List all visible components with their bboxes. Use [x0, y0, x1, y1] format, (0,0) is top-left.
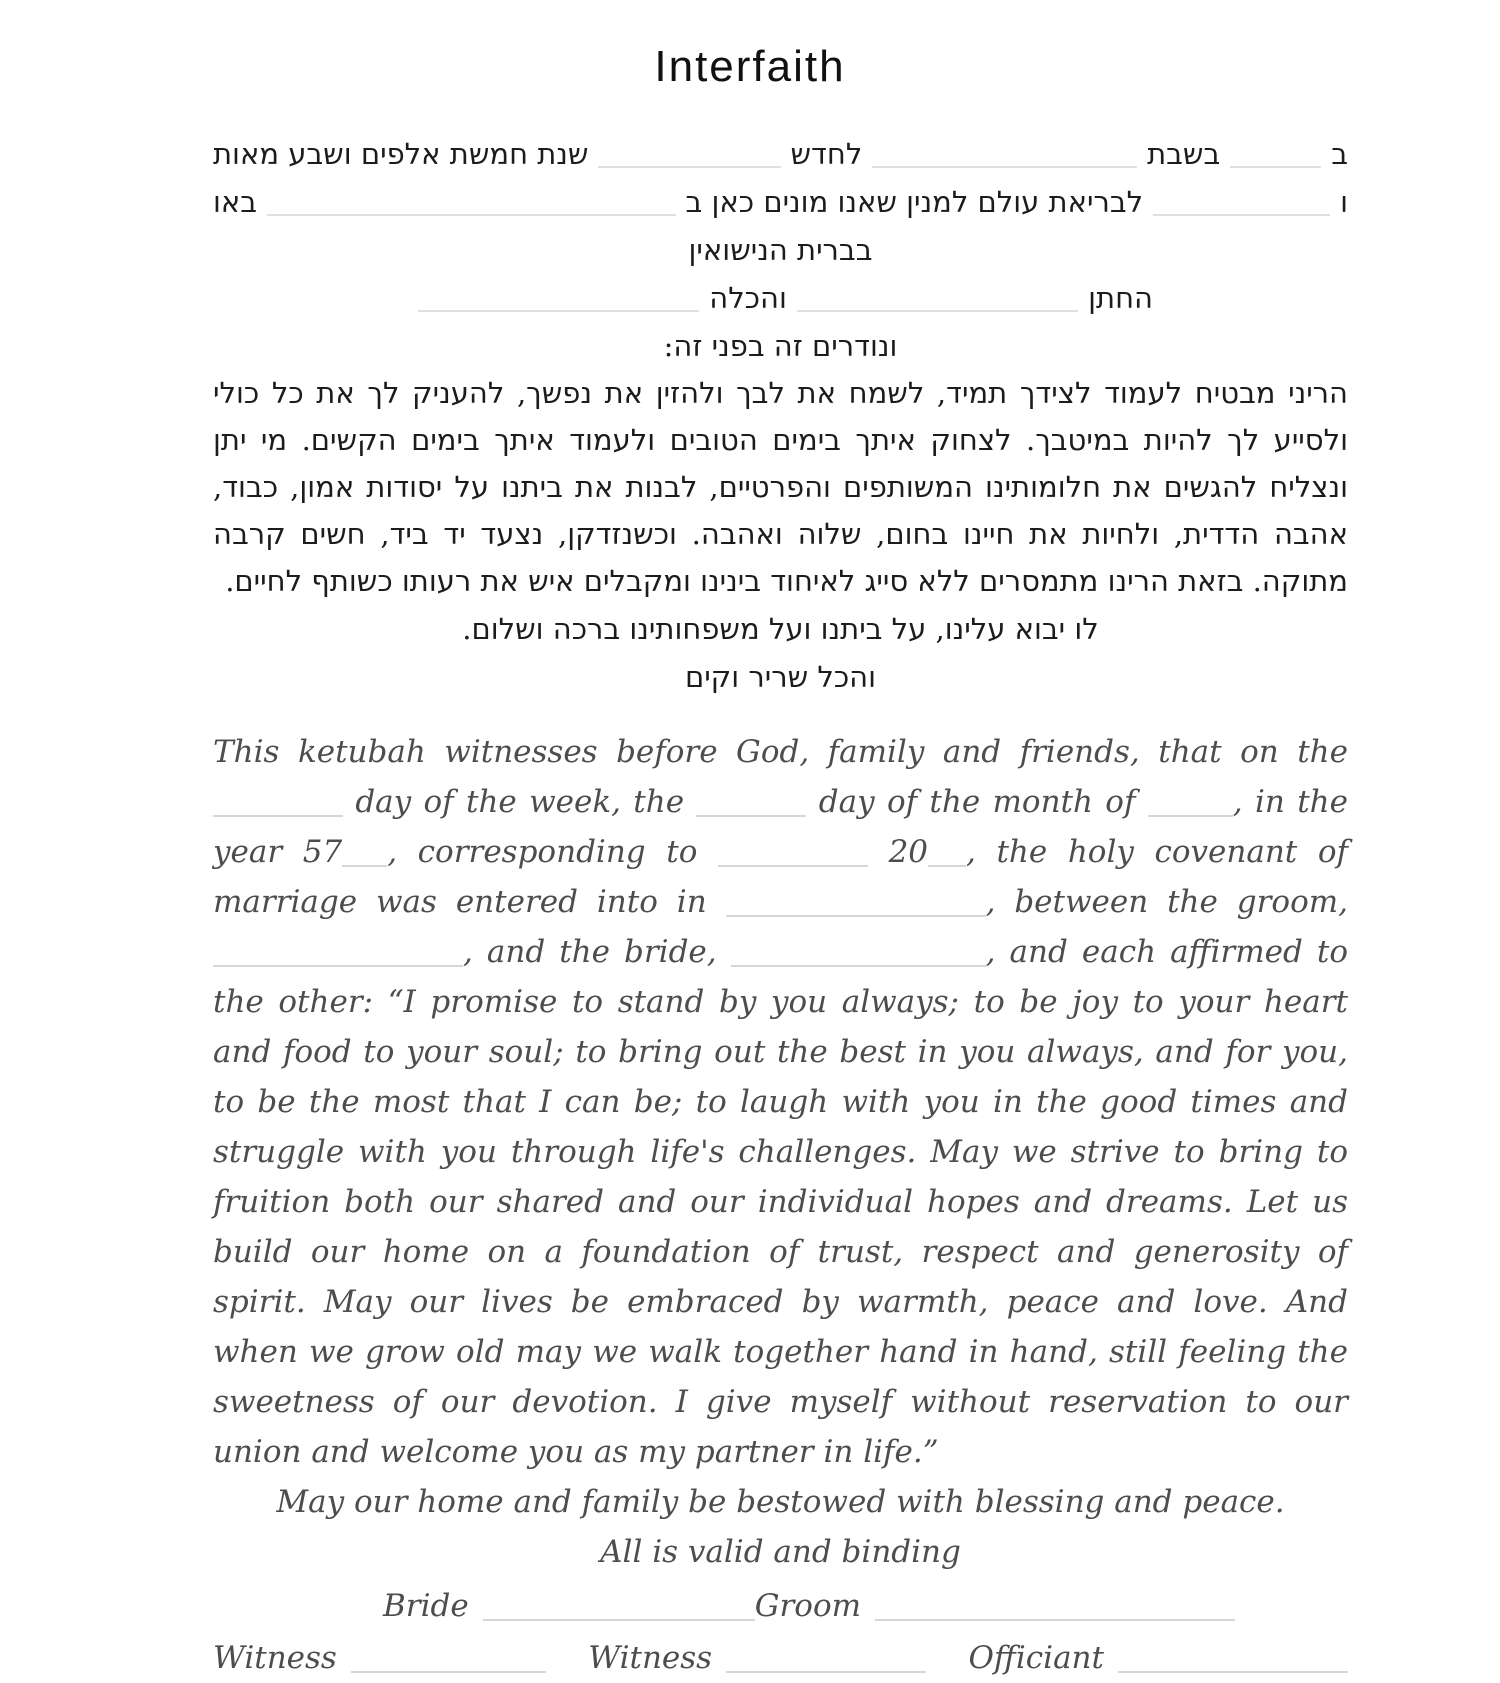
document-body — [213, 130, 1348, 1683]
blank-hebrew-year-digits — [342, 865, 387, 867]
blank-witness1-signature — [351, 1671, 546, 1673]
english-seg-vows: , and each affirmed to the other: “I promise to stand by you always; to be joy to your heart and food to your soul; to bring out the best in you always, and for you, to be the most that I can be; to laugh with you in the good times and struggle with you through life's challenges. May we strive to bring to fruition both our shared and our individual hopes and dreams. Let us build our home on a foundation of trust, respect and generosity of spirit. May our lives be embraced by warmth, peace and love. And when we grow old may we walk together hand in hand, still feeling the sweetness of our devotion. I give myself without reservation to our union and welcome you as my partner in life.” — [213, 934, 1348, 1470]
blank-hebrew-bride-name — [418, 310, 699, 312]
hebrew-vow-intro: ונודרים זה בפני זה: — [663, 329, 898, 363]
blank-groom-name — [213, 965, 463, 967]
hebrew-bride-label: והכלה — [709, 281, 787, 315]
blank-day-of-week — [213, 815, 343, 817]
hebrew-entered-word: באו — [213, 185, 258, 219]
blank-witness2-signature — [726, 1671, 926, 1673]
hebrew-and-prefix: ו — [1340, 185, 1348, 219]
hebrew-date-line-2 — [213, 178, 1348, 226]
english-seg-year57: , in the year 57 — [213, 784, 1348, 870]
witness2-signature-group — [588, 1633, 926, 1683]
hebrew-names-line — [408, 274, 1153, 322]
officiant-signature-group — [969, 1633, 1348, 1683]
page-title: Interfaith — [654, 42, 846, 91]
hebrew-day-prefix: ב — [1331, 137, 1348, 171]
english-valid-line: All is valid and binding — [600, 1534, 961, 1570]
english-seg-20: 20 — [867, 834, 929, 870]
blank-bride-signature — [483, 1619, 755, 1621]
blank-hebrew-year-remainder — [1153, 214, 1330, 216]
blank-civil-year-digits — [928, 865, 966, 867]
hebrew-year-phrase: שנת חמשת אלפים ושבע מאות — [213, 137, 589, 171]
english-seg-groom: , between the groom, — [985, 884, 1348, 920]
hebrew-blessing-line: לו יבוא עלינו, על ביתנו ועל משפחותינו ברכה ושלום. — [462, 612, 1099, 646]
english-seg-covenant: , the holy covenant of marriage was entered into in — [213, 834, 1348, 920]
witness1-label: Witness — [213, 1640, 337, 1676]
hebrew-in-shabbat: בשבת — [1147, 137, 1221, 171]
english-section — [213, 727, 1348, 1683]
groom-label: Groom — [754, 1588, 862, 1624]
hebrew-covenant-line: בברית הנישואין — [688, 233, 873, 267]
english-paragraph — [213, 727, 1348, 1477]
officiant-label: Officiant — [968, 1640, 1104, 1676]
bride-signature-group — [383, 1581, 755, 1631]
hebrew-of-month: לחדש — [790, 137, 863, 171]
blank-place — [726, 915, 986, 917]
blank-hebrew-day-of-month — [872, 166, 1137, 168]
witness1-signature-group — [213, 1633, 546, 1683]
blank-month-name — [1148, 815, 1233, 817]
english-seg-month: day of the month of — [806, 784, 1148, 820]
witness2-label: Witness — [588, 1640, 713, 1676]
signature-row-2 — [213, 1633, 1348, 1683]
blank-corresponding-date — [718, 865, 868, 867]
hebrew-creation-phrase: לבריאת עולם למנין שאנו מונים כאן ב — [685, 185, 1144, 219]
blank-bride-name — [731, 965, 986, 967]
blank-officiant-signature — [1118, 1671, 1348, 1673]
blank-hebrew-month-name — [598, 166, 780, 168]
blank-hebrew-groom-name — [797, 310, 1078, 312]
english-seg-opening: This ketubah witnesses before God, family and friends, that on the — [213, 734, 1348, 770]
blank-groom-signature — [875, 1619, 1235, 1621]
english-seg-bride: , and the bride, — [463, 934, 731, 970]
english-seg-corresponding: , corresponding to — [387, 834, 718, 870]
blank-hebrew-place — [267, 214, 675, 216]
groom-signature-group — [755, 1581, 1235, 1631]
signature-row-1 — [383, 1581, 1220, 1631]
hebrew-date-line-1 — [213, 130, 1348, 178]
blank-day-of-month — [696, 815, 806, 817]
hebrew-vows-paragraph: הריני מבטיח לעמוד לצידך תמיד, לשמח את לבך ולהזין את נפשך, להעניק לך את כל כולי ולסייע לך להיות במיטבך. לצחוק איתך בימים הטובים ולעמוד איתך בימים הקשים. מי יתן ונצליח להגשים את חלומותינו המשותפים והפרטיים, לבנות את ביתנו על יסודות אמון, כבוד, אהבה הדדית, ולחיות את חיינו בחום, שלוה ואהבה. וכשנזדקן, נצעד יד ביד, חשים קרבה מתוקה. בזאת הרינו מתמסרים ללא סייג לאיחוד בינינו ומקבלים איש את רעותו כשותף לחיים. — [213, 376, 1348, 598]
blank-hebrew-day-of-week — [1230, 166, 1321, 168]
english-blessing-line: May our home and family be bestowed with blessing and peace. — [276, 1484, 1285, 1520]
hebrew-section — [213, 130, 1348, 701]
hebrew-groom-label: החתן — [1088, 281, 1153, 315]
bride-label: Bride — [383, 1588, 469, 1624]
hebrew-closing-line: והכל שריר וקים — [684, 660, 877, 694]
english-seg-week: day of the week, the — [343, 784, 697, 820]
